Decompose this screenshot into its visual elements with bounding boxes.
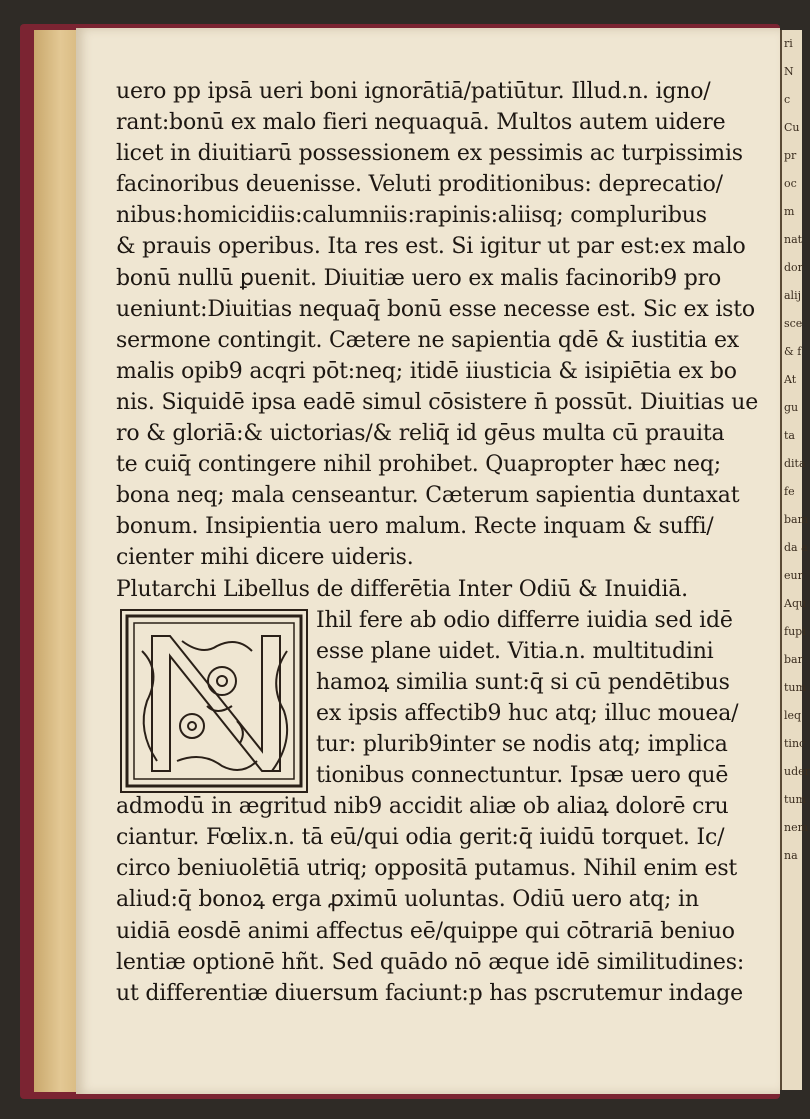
adjacent-page-fragment: fe [784,485,795,498]
adjacent-page-fragment: Aqu [784,597,807,610]
adjacent-page-fragment: ri [784,37,793,50]
text-line: licet in diuitiarū possessionem ex pessimis ac turpissimis [116,141,743,167]
adjacent-page-fragment: ta [784,429,795,442]
text-line: hamoꝝ similia sunt:q̄ si cū pendētibus [316,669,730,695]
page-text [116,76,759,1009]
adjacent-page-fragment: da a [784,541,808,554]
adjacent-page-fragment: alij [784,289,802,302]
adjacent-page-fragment: bar [784,653,803,666]
adjacent-page-fragment: leq [784,709,802,722]
adjacent-page-fragment: na [784,849,798,862]
adjacent-page-strip [780,30,810,1090]
adjacent-page-fragment: nat [784,233,803,246]
adjacent-page-fragment: eur [784,569,803,582]
woodcut-letter-n-icon [122,611,306,791]
text-line: te cuiq̄ contingere nihil prohibet. Quapropter hæc neq; [116,452,721,478]
adjacent-page-fragment: nem [784,821,809,834]
text-line: bona neq; mala censeantur. Cæterum sapientia duntaxat [116,483,740,509]
text-line: ex ipsis affectib9 huc atq; illuc mouea/ [316,700,739,726]
page-edges [34,30,78,1092]
adjacent-page-fragment: oc [784,177,797,190]
adjacent-page-fragment: sce [784,317,803,330]
adjacent-page-fragment: dita [784,457,806,470]
text-line: Ihil fere ab odio differre iuidia sed idē [316,607,733,633]
text-line: bonum. Insipientia uero malum. Recte inquam & suffi/ [116,514,714,540]
text-line: nibus:homicidiis:calumniis:rapinis:aliisq; compluribus [116,203,707,229]
adjacent-page-fragment: At [784,373,797,386]
text-line: nis. Siquidē ipsa eadē simul cōsistere n̄ possūt. Diuitias ue [116,389,759,415]
text-line: lentiæ optionē hñt. Sed quādo nō æque idē similitudines: [116,949,745,975]
adjacent-page-fragment: tum [784,681,806,694]
adjacent-page-fragment: tinc [784,737,806,750]
text-line: rant:bonū ex malo fieri nequaquā. Multos autem uidere [116,110,726,136]
text-line: malis opib9 acqri pōt:neq; itidē iiusticia & isipiētia ex bo [116,358,737,384]
adjacent-page-fragment: dor [784,261,803,274]
text-line: admodū in ægritud nib9 accidit aliæ ob aliaꝝ dolorē cru [116,794,729,820]
text-line: sermone contingit. Cætere ne sapientia qdē & iustitia ex [116,327,739,353]
adjacent-page-fragment: N [784,65,794,78]
text-line: ciantur. Fœlix.n. tā eū/qui odia gerit:q̄ iuidū torquet. Ic/ [116,825,725,851]
text-line: & prauis operibus. Ita res est. Si igitur ut par est:ex malo [116,234,746,260]
text-line: ueniunt:Diuitias nequaq̄ bonū esse necesse est. Sic ex isto [116,296,755,322]
adjacent-page-fragment: bam [784,513,809,526]
adjacent-page-fragment: & f [784,345,802,358]
decorated-initial-n [120,609,308,793]
text-line: uero pp ipsā ueri boni ignorātiā/patiūtur. Illud.n. igno/ [116,79,711,104]
adjacent-page-fragment: pr [784,149,797,162]
text-line: esse plane uidet. Vitia.n. multitudini [316,638,714,664]
text-line: uidiā eosdē animi affectus eē/quippe qui cōtrariā beniuo [116,918,735,944]
adjacent-page-fragment: fupi [784,625,806,638]
text-line: bonū nullū ꝑuenit. Diuitiæ uero ex malis facinorib9 pro [116,265,722,291]
adjacent-page-fragment: tum [784,793,806,806]
text-line: facinoribus deuenisse. Veluti proditionibus: deprecatio/ [116,172,723,198]
adjacent-page-fragment: uder [784,765,810,778]
text-line: ut differentiæ diuersum faciunt:p has pscrutemur indage [116,980,743,1006]
text-line: tur: plurib9inter se nodis atq; implica [316,731,728,757]
section-heading: Plutarchi Libellus de differētia Inter Odiū & Inuidiā. [116,576,688,602]
text-line: tionibus connectuntur. Ipsæ uero quē [316,763,729,789]
adjacent-page-fragment: Cu [784,121,800,134]
adjacent-page-fragment: m [784,205,795,218]
text-line: circo beniuolētiā utriq; oppositā putamus. Nihil enim est [116,856,738,882]
adjacent-page-fragment: c [784,93,791,106]
text-line: ro & gloriā:& uictorias/& reliq̄ id gēus multa cū prauita [116,421,725,447]
text-line: aliud:q̄ bonoꝝ erga ꝓximū uoluntas. Odiū uero atq; in [116,887,699,913]
text-line: cienter mihi dicere uideris. [116,545,414,571]
adjacent-page-fragment: gu [784,401,799,414]
